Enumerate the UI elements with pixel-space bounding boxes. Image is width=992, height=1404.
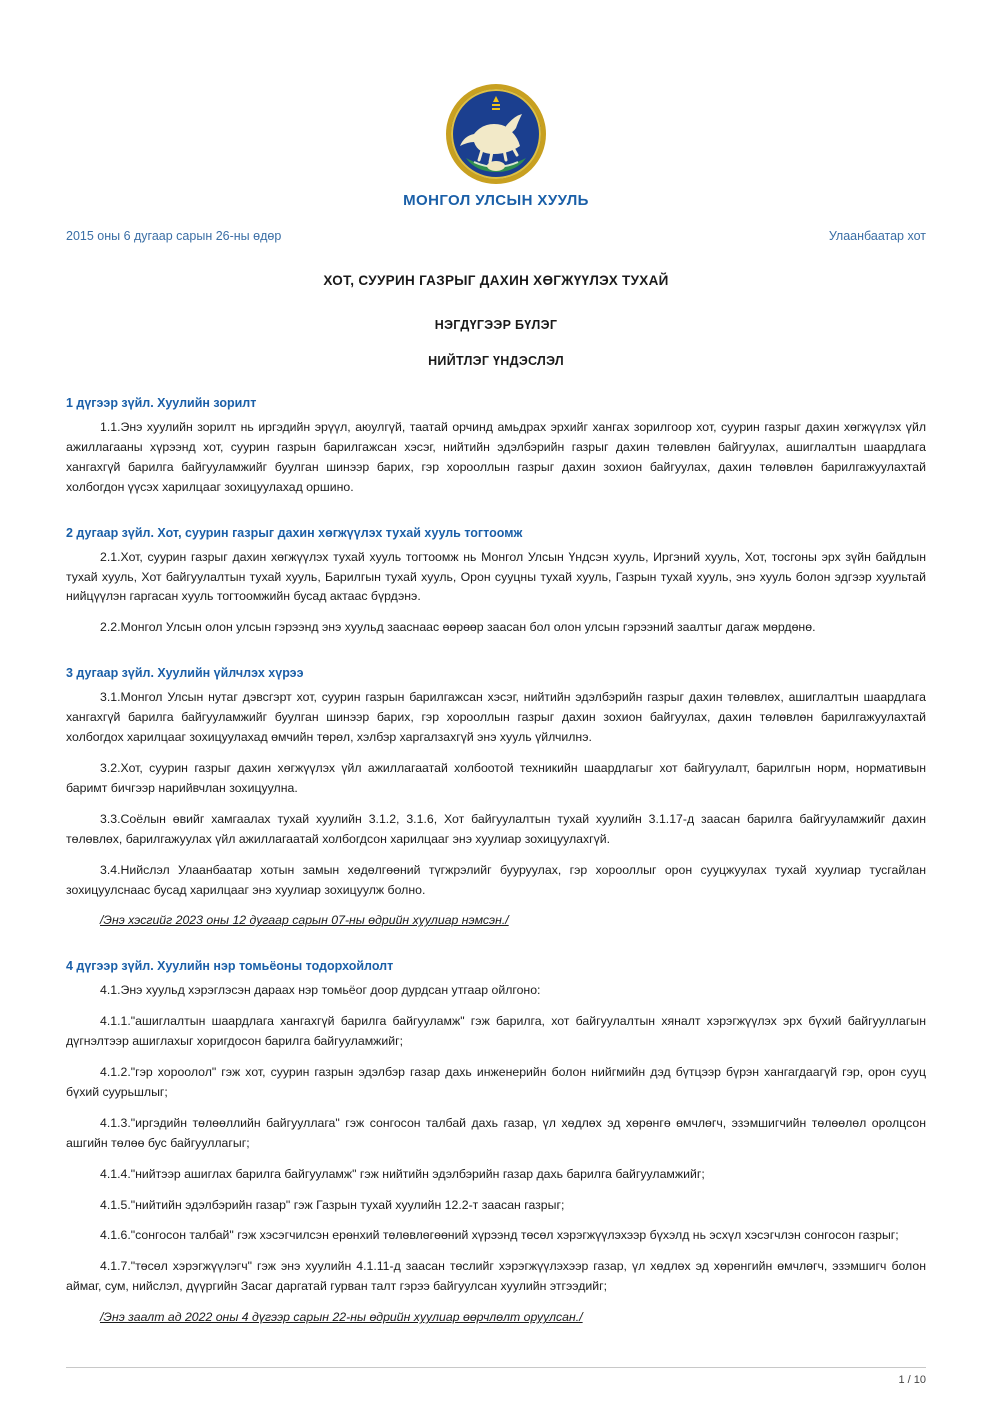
paragraph-2-1: 2.1.Хот, суурин газрыг дахин хөгжүүлэх тухай хууль тогтоомж нь Монгол Улсын Үндсэн хууль, Иргэний хууль, Хот, тосгоны эрх зүйн байдлын тухай хууль, Хот байгуулалтын тухай хууль, Барилгын тухай хууль, Орон сууцны тухай хууль, Газрын тухай хууль, энэ хууль болон эдгээр хуультай нийцүүлэн гаргасан хууль тогтоомжийн бусад актаас бүрдэнэ.	[66, 549, 926, 604]
amendment-note-4-1-7: /Энэ заалт ад 2022 оны 4 дүгээр сарын 22-ны өдрийн хуулиар өөрчлөлт оруулсан./	[100, 1310, 583, 1325]
amendment-note-3-4: /Энэ хэсгийг 2023 оны 12 дугаар сарын 07-ны өдрийн хуулиар нэмсэн./	[100, 913, 509, 928]
chapter-subheading: НИЙТЛЭГ ҮНДЭСЛЭЛ	[428, 354, 564, 368]
document-date: 2015 оны 6 дугаар сарын 26-ны өдөр	[66, 229, 282, 243]
page-number: 1 / 10	[898, 1374, 926, 1386]
paragraph-3-4: 3.4.Нийслэл Улаанбаатар хотын замын хөдөлгөөний түгжрэлийг бууруулах, гэр хорооллыг орон сууцжуулах тухай хуулиар тусгайлан зохицуулснаас бусад харилцааг энэ хуулиар зохицуулж болно.	[66, 862, 926, 897]
paragraph-4-1-1: 4.1.1."ашиглалтын шаардлага хангахгүй барилга байгууламж" гэж барилга, хот байгуулалтын хяналт хэрэгжүүлэх эрх бүхий байгууллагын дүгнэлтээр ашиглахыг хоригдосон барилга байгууламжийг;	[66, 1014, 926, 1049]
chapter-heading: НЭГДҮГЭЭР БҮЛЭГ	[434, 318, 558, 332]
paragraph-4-1-7: 4.1.7."төсөл хэрэгжүүлэгч" гэж энэ хуулийн 4.1.11-д заасан төслийг хэрэгжүүлэхээр газар, үл хөдлөх эд хөрөнгийн өмчлөгч, эзэмшигч болон аймаг, сум, нийслэл, дүүргийн Засаг даргатай гурван талт гэрээ байгуулсан хуулийн этгээдийг;	[66, 1259, 926, 1294]
page-title: ХОТ, СУУРИН ГАЗРЫГ ДАХИН ХӨГЖҮҮЛЭХ ТУХАЙ	[323, 273, 669, 288]
article-heading-4: 4 дүгээр зүйл. Хуулийн нэр томьёоны тодорхойлолт	[66, 959, 394, 974]
footer-divider	[66, 1367, 926, 1368]
paragraph-4-1-2: 4.1.2."гэр хороолол" гэж хот, суурин газрын эдэлбэр газар дахь инженерийн болон нийгмийн дэд бүтцээр бүрэн хангагдаагүй гэр, орон сууц бүхий суурьшлыг;	[66, 1065, 926, 1099]
paragraph-3-1: 3.1.Монгол Улсын нутаг дэвсгэрт хот, суурин газрын барилгажсан хэсэг, нийтийн эдэлбэрийн газрыг дахин төлөвлөх, ашиглалтын шаардлага хангахгүй барилга байгууламжийг буулган шинээр барих, гэр хорооллын газрыг дахин зохион байгуулах, дахин төлөвлөн барилгажуулахтай холбогдох харилцааг зохицуулахад өмчийн төрөл, хэлбэр харгалзахгүй энэ хууль үйлчилнэ.	[66, 690, 926, 745]
paragraph-1-1: 1.1.Энэ хуулийн зорилт нь иргэдийн эрүүл, аюулгүй, таатай орчинд амьдрах эрхийг хангах зорилгоор хот, суурин газрыг дахин хөгжүүлэх үйл ажиллагааны хүрээнд хот, суурин газрын барилгажсан хэсэг, нийтийн эдэлбэрийн газрыг дахин төлөвлөн байгуулах, ашиглалтын шаардлага хангахгүй барилга байгууламжийг буулган шинээр барих, гэр хорооллын газрыг дахин зохион байгуулах, дахин төлөвлөн барилгажуулахтай холбогдон үүсэх харилцааг зохицуулахад оршино.	[66, 420, 926, 494]
paragraph-3-3: 3.3.Соёлын өвийг хамгаалах тухай хуулийн 3.1.2, 3.1.6, Хот байгуулалтын тухай хуулийн 3.1.17-д заасан барилга байгууламжийг дахин төлөвлөх, барилгажуулах үйл ажиллагаатай холбогдсон харилцааг энэ хуулиар зохицуулахгүй.	[66, 811, 926, 846]
document-header	[66, 82, 926, 209]
paragraph-4-1: 4.1.Энэ хуульд хэрэглэсэн дараах нэр томьёог доор дурдсан утгаар ойлгоно:	[100, 983, 541, 998]
article-heading-3: 3 дугаар зүйл. Хуулийн үйлчлэх хүрээ	[66, 666, 304, 681]
document-city: Улаанбаатар хот	[828, 229, 926, 243]
article-heading-1: 1 дүгээр зүйл. Хуулийн зорилт	[66, 396, 257, 410]
paragraph-3-2: 3.2.Хот, суурин газрыг дахин хөгжүүлэх үйл ажиллагаатай холбоотой техникийн шаардлагыг хот байгуулалт, барилгын норм, нормативын баримт бичгээр нарийвчлан зохицуулна.	[66, 760, 926, 795]
soyombo-state-emblem	[444, 82, 548, 186]
paragraph-4-1-5: 4.1.5."нийтийн эдэлбэрийн газар" гэж Газрын тухай хуулийн 12.2-т заасан газрыг;	[100, 1197, 565, 1212]
article-heading-2: 2 дугаар зүйл. Хот, суурин газрыг дахин хөгжүүлэх тухай хууль тогтоомж	[66, 525, 523, 540]
paragraph-4-1-3: 4.1.3."иргэдийн төлөөллийн байгууллага" гэж сонгосон талбай дахь газар, үл хөдлөх эд хөрөнгө өмчлөгч, эзэмшигчийн төлөөлөл оролцсон ашгийн төлөө бус байгууллагыг;	[66, 1115, 926, 1150]
document-meta	[66, 229, 926, 243]
paragraph-4-1-6: 4.1.6."сонгосон талбай" гэж хэсэгчилсэн ерөнхий төлөвлөгөөний хүрээнд төсөл хэрэгжүүлэхээр бүхэлд нь эсхүл хэсэгчлэн сонгосон газрыг;	[100, 1228, 899, 1243]
paragraph-2-2: 2.2.Монгол Улсын олон улсын гэрээнд энэ хуульд зааснаас өөрөөр заасан бол олон улсын гэрээний заалтыг дагаж мөрдөнө.	[100, 620, 816, 635]
law-label: МОНГОЛ УЛСЫН ХУУЛЬ	[403, 192, 589, 209]
paragraph-4-1-4: 4.1.4."нийтээр ашиглах барилга байгууламж" гэж нийтийн эдэлбэрийн газар дахь барилга байгууламжийг;	[100, 1166, 705, 1181]
